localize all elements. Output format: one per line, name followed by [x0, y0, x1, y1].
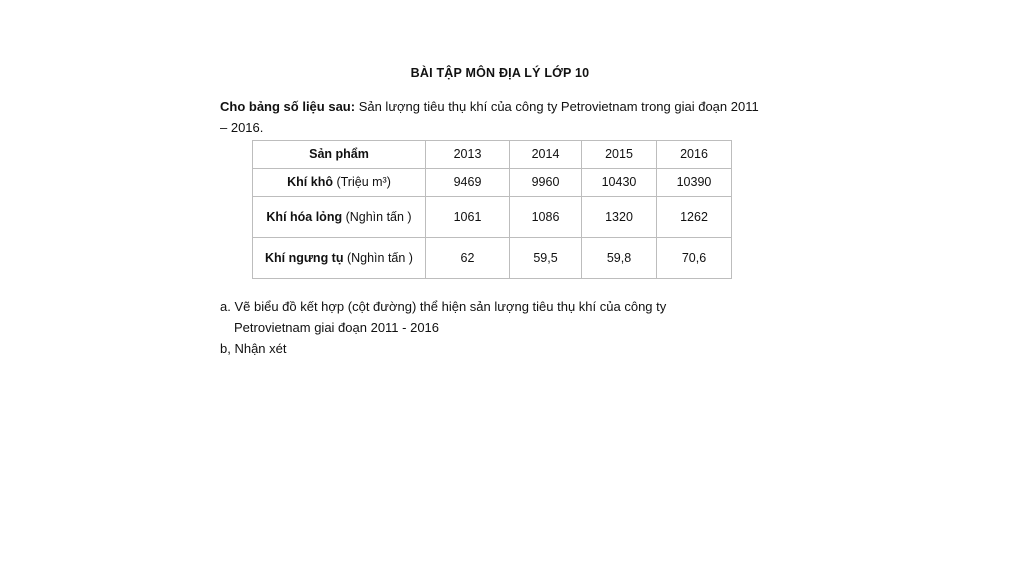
header-cell: 2015: [582, 141, 657, 169]
table-row: [253, 169, 732, 197]
questions: [220, 296, 775, 359]
row-label: [253, 238, 426, 279]
table-cell: 62: [426, 238, 510, 279]
table-row: [253, 197, 732, 238]
table-cell: 59,5: [510, 238, 582, 279]
product-name: Khí ngưng tụ: [265, 250, 344, 265]
table-cell: 10390: [657, 169, 732, 197]
product-unit: (Triệu m³): [336, 175, 391, 189]
table-cell: 10430: [582, 169, 657, 197]
page-title: BÀI TẬP MÔN ĐỊA LÝ LỚP 10: [410, 66, 590, 80]
intro-text: Sản lượng tiêu thụ khí của công ty Petrovietnam trong giai đoạn 2011 – 2016.: [220, 99, 759, 135]
header-cell: 2016: [657, 141, 732, 169]
data-table: [252, 140, 732, 279]
table-cell: 1320: [582, 197, 657, 238]
intro-label: Cho bảng số liệu sau:: [220, 99, 356, 114]
table-row: [253, 238, 732, 279]
table-cell: 1086: [510, 197, 582, 238]
question-a-line2: Petrovietnam giai đoạn 2011 - 2016: [234, 320, 440, 335]
header-cell: 2013: [426, 141, 510, 169]
row-label: [253, 197, 426, 238]
question-b: b, Nhận xét: [220, 341, 287, 356]
table-cell: 59,8: [582, 238, 657, 279]
table-cell: 9960: [510, 169, 582, 197]
product-name: Khí khô: [287, 175, 333, 189]
product-unit: (Nghìn tấn ): [345, 209, 412, 224]
product-name: Khí hóa lỏng: [266, 209, 343, 224]
table-cell: 9469: [426, 169, 510, 197]
intro-paragraph: [220, 96, 765, 138]
table-header-row: [253, 141, 732, 169]
header-cell: Sản phẩm: [253, 141, 426, 169]
table-cell: 70,6: [657, 238, 732, 279]
product-unit: (Nghìn tấn ): [346, 250, 413, 265]
table-cell: 1262: [657, 197, 732, 238]
table-cell: 1061: [426, 197, 510, 238]
question-a-line1: a. Vẽ biểu đồ kết hợp (cột đường) thể hiện sản lượng tiêu thụ khí của công ty: [220, 299, 667, 314]
header-cell: 2014: [510, 141, 582, 169]
row-label: [253, 169, 426, 197]
